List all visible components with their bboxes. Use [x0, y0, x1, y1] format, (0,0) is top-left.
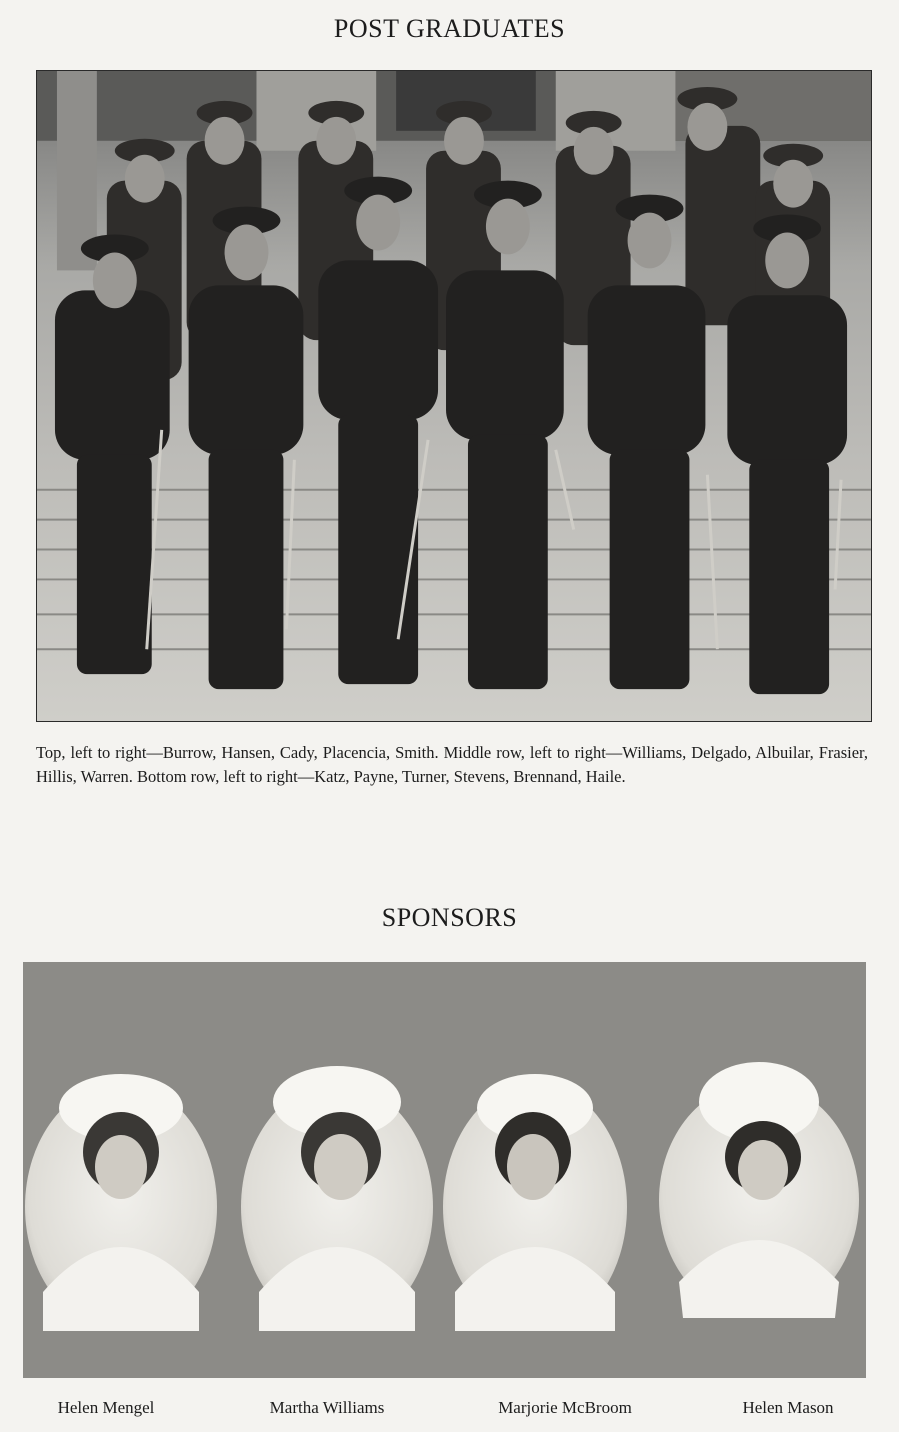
- group-photo-illustration: [37, 71, 871, 721]
- sponsor-name: Marjorie McBroom: [498, 1398, 632, 1417]
- sponsors-portraits: [23, 962, 866, 1378]
- sponsor-name-row: [0, 1398, 899, 1422]
- sponsor-portraits-illustration: [23, 962, 866, 1378]
- sponsor-name: Helen Mason: [742, 1398, 834, 1417]
- portrait-4: [659, 1062, 859, 1318]
- post-graduates-heading: POST GRADUATES: [333, 14, 566, 43]
- sponsors-heading: SPONSORS: [381, 903, 518, 932]
- photo-caption: Top, left to right—Burrow, Hansen, Cady, Placencia, Smith. Middle row, left to right—Williams, Delgado, Albuilar, Frasier, Hillis, Warren. Bottom row, left to right—Katz, Payne, Turner, Stevens, Brennand, Haile.: [36, 743, 868, 786]
- post-graduates-group-photo: [36, 70, 872, 722]
- portrait-2: [241, 1066, 433, 1331]
- portrait-1: [25, 1074, 217, 1331]
- sponsor-name: Helen Mengel: [57, 1398, 155, 1417]
- sponsor-name: Martha Williams: [269, 1398, 385, 1417]
- portrait-3: [443, 1074, 627, 1331]
